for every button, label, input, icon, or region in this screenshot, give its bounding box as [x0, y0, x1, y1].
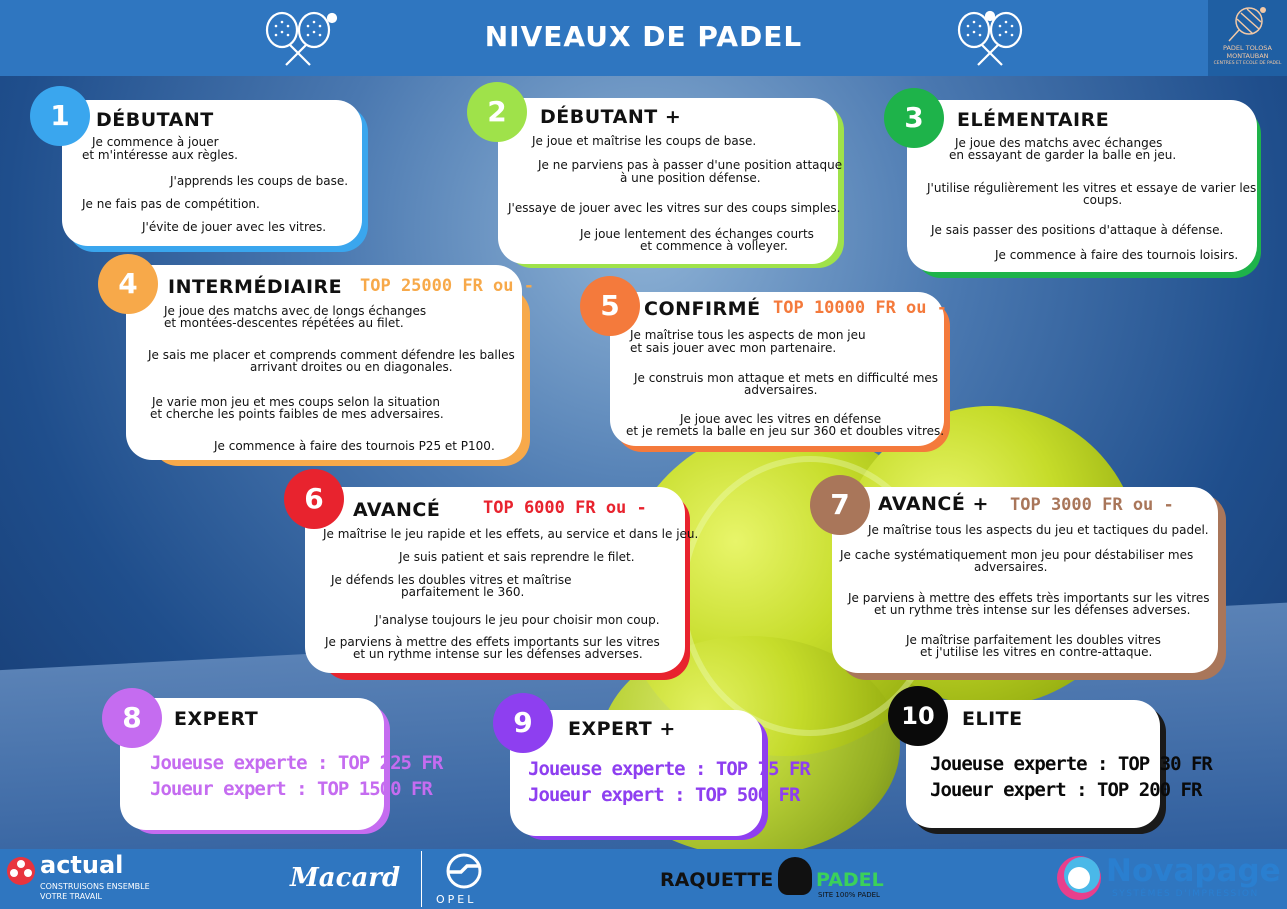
- level-description: Je maîtrise tous les aspects de mon jeu: [630, 328, 866, 342]
- level-description: Je cache systématiquement mon jeu pour déstabiliser mes: [840, 548, 1194, 562]
- level-description: Je sais passer des positions d'attaque à défense.: [931, 223, 1224, 237]
- level-description: J'évite de jouer avec les vitres.: [142, 220, 327, 234]
- level-description: en essayant de garder la balle en jeu.: [949, 148, 1177, 162]
- sponsor-padel-tagline: SITE 100% PADEL: [818, 891, 880, 899]
- level-name: EXPERT +: [568, 718, 676, 740]
- level-card-2: [498, 98, 843, 264]
- level-description: Je commence à faire des tournois loisirs.: [995, 248, 1239, 262]
- level-description: et sais jouer avec mon partenaire.: [630, 341, 837, 355]
- level-description: Je parviens à mettre des effets importants sur les vitres: [325, 635, 660, 649]
- sponsor-padel: PADEL: [816, 869, 884, 891]
- level-name: INTERMÉDIAIRE: [168, 276, 343, 298]
- level-description: J'essaye de jouer avec les vitres sur des coups simples.: [508, 201, 841, 215]
- level-description: Je maîtrise tous les aspects du jeu et tactiques du padel.: [868, 523, 1209, 537]
- level-description: arrivant droites ou en diagonales.: [250, 360, 453, 374]
- level-description: et m'intéresse aux règles.: [82, 148, 238, 162]
- padel-tolosa-racket-icon: [1225, 5, 1269, 43]
- level-description: et un rythme très intense sur les défenses adverses.: [874, 603, 1191, 617]
- level-description: J'apprends les coups de base.: [170, 174, 349, 188]
- level-description: Je suis patient et sais reprendre le filet.: [399, 550, 635, 564]
- level-description: et cherche les points faibles de mes adversaires.: [150, 407, 444, 421]
- level-name: CONFIRMÉ: [644, 298, 761, 320]
- level-description: coups.: [1083, 193, 1123, 207]
- level-description: Je joue des matchs avec de longs échanges: [164, 304, 427, 318]
- level-description: J'analyse toujours le jeu pour choisir mon coup.: [375, 613, 660, 627]
- logo-city: MONTAUBAN: [1226, 52, 1269, 60]
- level-description: Je ne fais pas de compétition.: [82, 197, 260, 211]
- level-card-7: [832, 487, 1218, 673]
- level-description: Je ne parviens pas à passer d'une position attaque: [538, 158, 843, 172]
- level-name: EXPERT: [174, 708, 259, 730]
- header-bar: [0, 0, 1287, 76]
- page-title: NIVEAUX DE PADEL: [484, 20, 803, 53]
- level-description: adversaires.: [744, 383, 818, 397]
- sponsor-raquette: RAQUETTE: [660, 869, 774, 891]
- level-name: AVANCÉ +: [878, 493, 989, 515]
- level-name: ELÉMENTAIRE: [957, 109, 1110, 131]
- level-badge-7: 7: [810, 475, 870, 535]
- top-ranking: TOP 3000 FR ou -: [1010, 495, 1174, 515]
- logo-name: PADEL TOLOSA: [1222, 44, 1273, 52]
- sponsor-macard: Macard: [290, 863, 401, 893]
- level-description: Je joue avec les vitres en défense: [680, 412, 882, 426]
- level-description: Je commence à faire des tournois P25 et P100.: [214, 439, 495, 453]
- level-description: Je commence à jouer: [92, 135, 219, 149]
- level-badge-5: 5: [580, 276, 640, 336]
- level-description: Je maîtrise le jeu rapide et les effets, au service et dans le jeu.: [323, 527, 699, 541]
- level-description: parfaitement le 360.: [401, 585, 525, 599]
- logo-tagline: CENTRES ET ECOLE DE PADEL: [1213, 61, 1282, 66]
- padel-rackets-icon: [944, 10, 1040, 68]
- level-badge-8: 8: [102, 688, 162, 748]
- level-description: Je sais me placer et comprends comment défendre les balles: [148, 348, 515, 362]
- level-badge-4: 4: [98, 254, 158, 314]
- level-description: Je joue des matchs avec échanges: [955, 136, 1163, 150]
- level-name: DÉBUTANT: [96, 109, 214, 131]
- sponsor-opel: OPEL: [436, 893, 477, 906]
- level-description: et j'utilise les vitres en contre-attaque.: [920, 645, 1153, 659]
- padel-tolosa-logo: [1208, 0, 1287, 76]
- level-badge-6: 6: [284, 469, 344, 529]
- level-description: et commence à volleyer.: [640, 239, 788, 253]
- top-ranking: TOP 25000 FR ou -: [360, 276, 534, 296]
- level-card-5: [610, 292, 947, 446]
- sponsor-actual: actual: [40, 851, 124, 879]
- top-ranking: TOP 10000 FR ou -: [773, 298, 947, 318]
- level-description: J'utilise régulièrement les vitres et essaye de varier les: [927, 181, 1257, 195]
- level-badge-3: 3: [884, 88, 944, 148]
- raquette-padel-logo-icon: [778, 857, 812, 895]
- sponsor-actual-tagline: VOTRE TRAVAIL: [40, 892, 103, 901]
- level-badge-10: 10: [888, 686, 948, 746]
- level-name: ELITE: [962, 708, 1023, 730]
- level-badge-1: 1: [30, 86, 90, 146]
- sponsor-novapage-tagline: SYSTÈMES D'IMPRESSION: [1112, 889, 1259, 899]
- level-description: Je joue lentement des échanges courts: [580, 227, 814, 241]
- level-name: AVANCÉ: [353, 499, 441, 521]
- level-description: Je construis mon attaque et mets en difficulté mes: [634, 371, 939, 385]
- actual-logo-icon: [6, 856, 36, 886]
- level-description: Je joue et maîtrise les coups de base.: [532, 134, 757, 148]
- level-description: à une position défense.: [620, 171, 761, 185]
- level-description: adversaires.: [974, 560, 1048, 574]
- novapage-logo-icon: [1054, 853, 1104, 903]
- level-description: et un rythme intense sur les défenses adverses.: [353, 647, 643, 661]
- level-description: et je remets la balle en jeu sur 360 et doubles vitres.: [626, 424, 945, 438]
- sponsor-novapage: Novapage: [1106, 853, 1281, 889]
- level-card-1: [62, 100, 362, 246]
- level-description: et montées-descentes répétées au filet.: [164, 316, 404, 330]
- sponsor-divider: [421, 851, 422, 907]
- level-card-6: [305, 487, 699, 673]
- level-name: DÉBUTANT +: [540, 106, 682, 128]
- level-card-3: [907, 100, 1257, 272]
- level-description: Je parviens à mettre des effets très importants sur les vitres: [848, 591, 1210, 605]
- top-ranking-female: Joueuse experte : TOP 225 FR: [150, 752, 443, 774]
- level-description: Je défends les doubles vitres et maîtrise: [331, 573, 572, 587]
- sponsor-actual-tagline: CONSTRUISONS ENSEMBLE: [40, 882, 150, 891]
- opel-logo-icon: [445, 852, 483, 890]
- level-description: Je maîtrise parfaitement les doubles vitres: [906, 633, 1161, 647]
- top-ranking-male: Joueur expert : TOP 1500 FR: [150, 778, 432, 800]
- top-ranking-female: Joueuse experte : TOP 75 FR: [528, 758, 810, 780]
- level-badge-2: 2: [467, 82, 527, 142]
- top-ranking: TOP 6000 FR ou -: [483, 498, 647, 518]
- level-badge-9: 9: [493, 693, 553, 753]
- sponsor-footer: [0, 849, 1287, 909]
- level-description: Je varie mon jeu et mes coups selon la situation: [152, 395, 440, 409]
- top-ranking-male: Joueur expert : TOP 500 FR: [528, 784, 800, 806]
- top-ranking-male: Joueur expert : TOP 200 FR: [930, 779, 1202, 801]
- top-ranking-female: Joueuse experte : TOP 30 FR: [930, 753, 1212, 775]
- level-card-4: [126, 265, 534, 460]
